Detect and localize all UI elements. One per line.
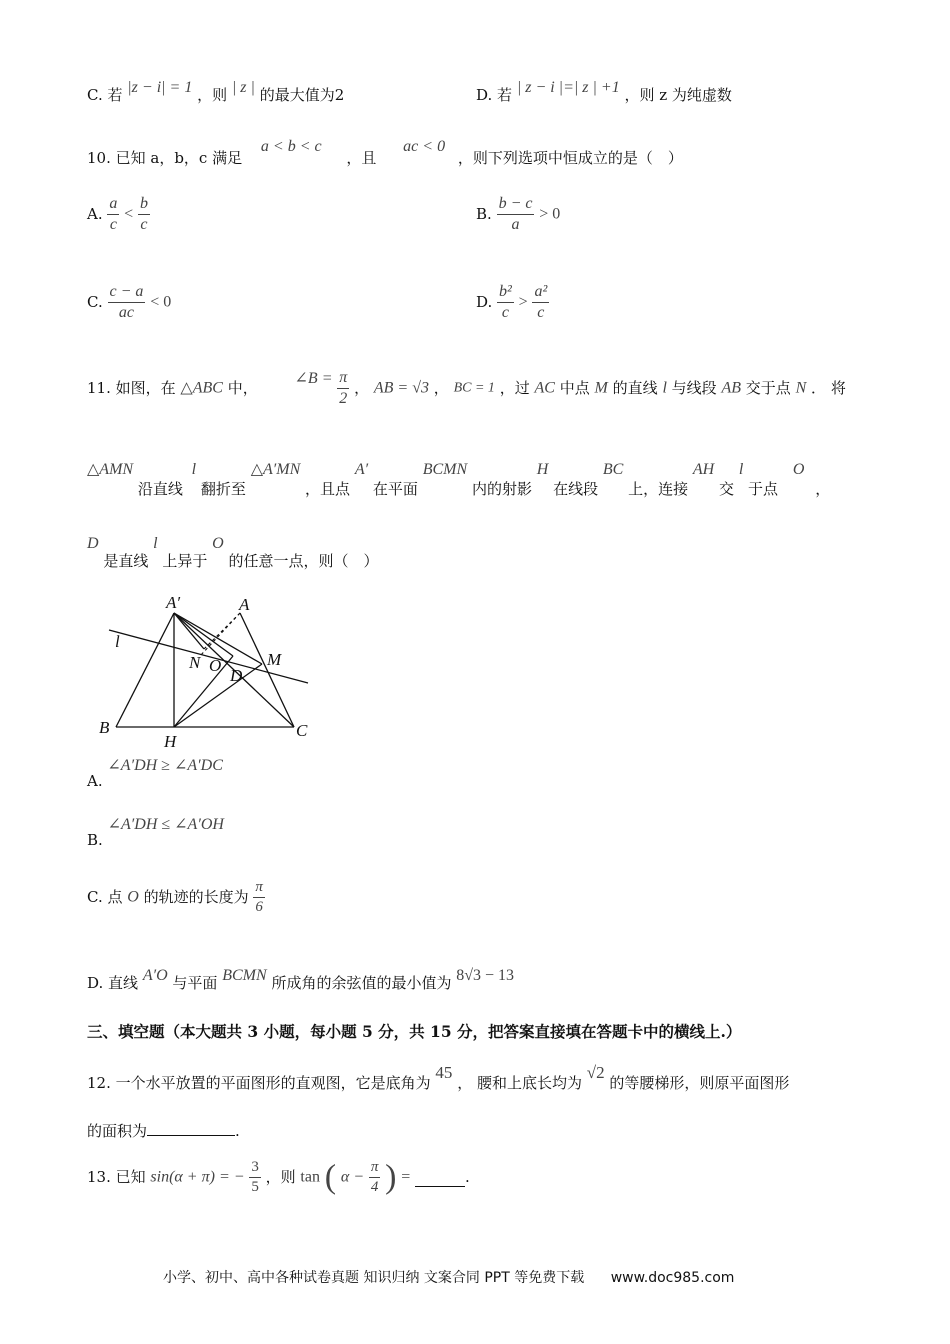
label-a: A xyxy=(239,595,250,614)
q9-c-condition: |z − i| = 1 xyxy=(127,79,193,96)
q9-option-d: D. 若 | z − i |=| z | +1 ，则 z 为纯虚数 xyxy=(476,79,732,104)
q11-geometry-figure xyxy=(90,590,330,750)
q9-d-condition: | z − i |=| z | +1 xyxy=(516,79,620,96)
q11-line3: D 是直线 l 上异于 O 的任意一点，则（ ） xyxy=(87,535,379,570)
label-l: l xyxy=(115,632,120,651)
q10-cond1: a < b < c xyxy=(260,138,322,155)
q9-option-c: C. 若 |z − i| = 1 ，则 | z | 的最大值为2 xyxy=(87,79,345,104)
q12-line1: 12. 一个水平放置的平面图形的直观图，它是底角为 45 ， 腰和上底长均为 √2 的等腰梯形，则原平面图形 xyxy=(87,1063,790,1092)
footer-text: 小学、初中、高中各种试卷真题 知识归纳 文案合同 PPT 等免费下载 xyxy=(163,1270,585,1286)
label-a-prime: A′ xyxy=(166,593,181,612)
q10-option-a: A. $\frac{a}{c}$ < $\frac{b}{c}$ xyxy=(87,195,148,233)
label-d: D xyxy=(230,666,243,685)
q11-option-b: B. ∠A′DH ≤ ∠A′OH xyxy=(87,816,224,849)
q12-answer-blank[interactable] xyxy=(147,1135,235,1136)
q11-line1: 11. 如图，在 △ABC 中， ∠B = $\frac{\pi}{2}$ ， AB = √3 ， BC = 1 ，过 AC 中点 M 的直线 l 与线段 AB 交于点 N ． 将 xyxy=(87,369,846,407)
section-3-title: 三、填空题（本大题共 3 小题，每小题 5 分，共 15 分，把答案直接填在答题卡中的横线上.） xyxy=(87,1022,742,1041)
q13-answer-blank[interactable] xyxy=(415,1186,465,1187)
q10-cond2: ac < 0 xyxy=(403,138,446,155)
label-o: O xyxy=(209,656,222,675)
segment-b-ap xyxy=(116,613,174,727)
q10-option-c: C. $\frac{c - a}{ac}$ < 0 xyxy=(87,283,172,321)
label-h: H xyxy=(164,732,177,750)
q12-line2: 的面积为 . xyxy=(87,1122,240,1140)
q10-stem: 10. 已知 a，b，c 满足 a < b < c ，且 ac < 0 ，则下列选项中恒成立的是（ ） xyxy=(87,138,683,167)
label-n: N xyxy=(189,653,201,672)
q10-option-d: D. $\frac{\text{b²}}{c}$ > $\frac{\text{a²}}{c}$ xyxy=(476,283,548,321)
q11-option-a: A. ∠A′DH ≥ ∠A′DC xyxy=(87,757,223,790)
q11-option-d: D. 直线 A′O 与平面 BCMN 所成角的余弦值的最小值为 8√3 − 13 xyxy=(87,967,515,992)
q13-line: 13. 已知 sin(α + π) = − $\frac{3}{5}$ ，则 tan ( α − $\frac{\pi}{4}$ ) = . xyxy=(87,1158,470,1196)
page-footer xyxy=(163,1271,734,1285)
segment-a-c xyxy=(240,613,294,727)
label-m: M xyxy=(267,650,282,669)
q10-option-b: B. $\frac{b - c}{a}$ > 0 xyxy=(476,195,561,233)
label-c: C xyxy=(296,721,308,740)
q9-c-abs: | z | xyxy=(231,79,255,96)
q11-option-c: C. 点 O 的轨迹的长度为 $\frac{\pi}{6}$ xyxy=(87,879,263,915)
label-b: B xyxy=(99,718,110,737)
footer-url[interactable]: www.doc985.com xyxy=(610,1270,735,1286)
q11-line2: △AMN 沿直线 l 翻折至 △A′MN ，且点 A′ 在平面 BCMN 内的射影 H 在线段 BC 上，连接 AH 交 l 于点 O ， xyxy=(87,461,831,498)
dashed-a-h xyxy=(200,613,240,656)
